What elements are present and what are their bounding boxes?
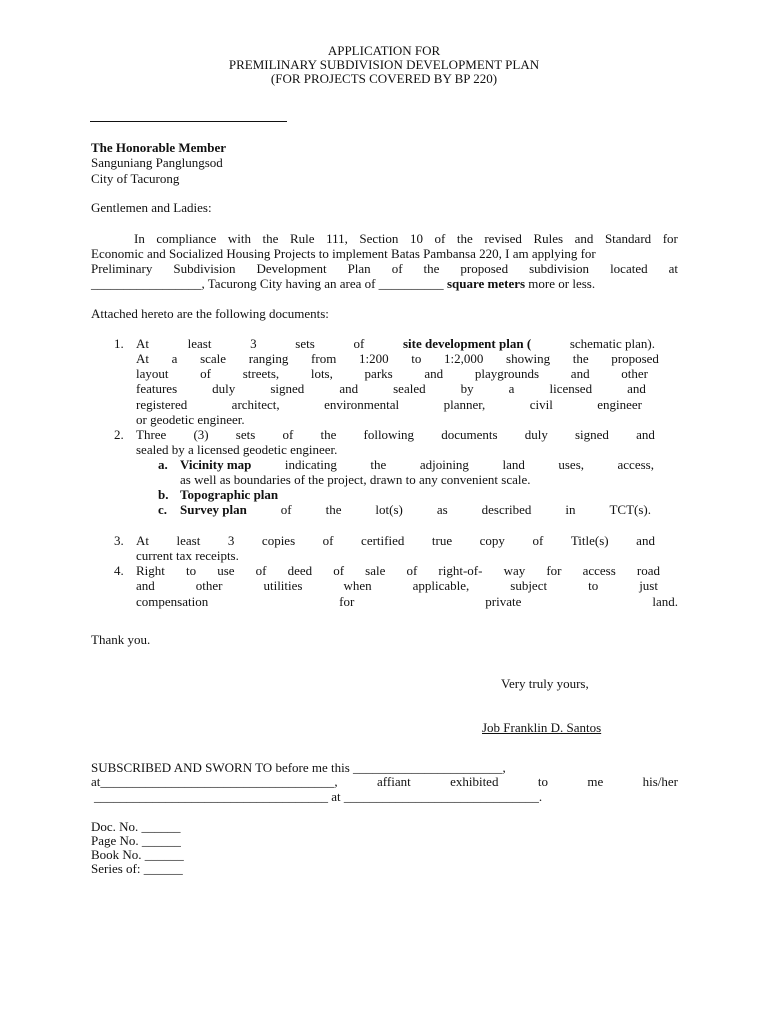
- sub-c-w5: described: [481, 502, 532, 517]
- word: of: [391, 261, 403, 276]
- word: ranging: [248, 351, 289, 366]
- word: land.: [652, 594, 678, 609]
- word: Plan: [347, 261, 371, 276]
- sub-c-bold: Survey plan: [180, 502, 247, 517]
- sub-a-w1: indicating: [284, 457, 337, 472]
- word: private: [485, 594, 522, 609]
- intro-line-4-a: _________________, Tacurong City having an area of __________: [91, 276, 447, 291]
- word: documents: [441, 427, 498, 442]
- sub-c-w3: lot(s): [375, 502, 403, 517]
- closing: Very truly yours,: [501, 676, 589, 691]
- item-1-line-1: [136, 336, 655, 351]
- word: Rule: [289, 231, 315, 246]
- word: and: [570, 366, 590, 381]
- word: and: [136, 578, 155, 593]
- word: utilities: [263, 578, 303, 593]
- item-4-line-2: [136, 578, 658, 593]
- word: and: [574, 231, 594, 246]
- word: sealed: [393, 381, 426, 396]
- word: to: [411, 351, 422, 366]
- word: Section: [359, 231, 399, 246]
- word: access: [582, 563, 616, 578]
- item-1-line-3: [136, 366, 648, 381]
- item-3-line-1: [136, 533, 655, 548]
- word: of: [200, 366, 212, 381]
- word: for: [546, 563, 562, 578]
- word: with: [227, 231, 251, 246]
- word: 10: [409, 231, 423, 246]
- word: signed: [270, 381, 305, 396]
- item-1-lead-end: schematic plan).: [569, 336, 655, 351]
- item-1-lead-e: of: [353, 336, 365, 351]
- sub-a-w4: land: [502, 457, 525, 472]
- date-line: [90, 121, 287, 122]
- word: least: [176, 533, 201, 548]
- intro-line-2: Economic and Socialized Housing Projects to implement Batas Pambansa 220, I am applying for: [91, 246, 596, 261]
- sub-c-letter: c.: [158, 502, 168, 517]
- word: for: [662, 231, 678, 246]
- word: to: [186, 563, 197, 578]
- item-1-line-4: [136, 381, 646, 396]
- word: 1:200: [358, 351, 389, 366]
- series-of: Series of: ______: [91, 861, 183, 876]
- page-number: Page No. ______: [91, 833, 181, 848]
- word: the: [262, 231, 279, 246]
- sub-c-w6: in: [565, 502, 576, 517]
- word: Standard: [604, 231, 652, 246]
- word: for: [339, 594, 355, 609]
- item-2-line-2: sealed by a licensed geodetic engineer.: [136, 442, 338, 457]
- intro-line-1: [134, 231, 678, 246]
- salutation: Gentlemen and Ladies:: [91, 200, 212, 215]
- header-line-1: APPLICATION FOR: [327, 43, 441, 58]
- word: civil: [529, 397, 553, 412]
- word: environmental: [324, 397, 400, 412]
- sub-b-bold: Topographic plan: [180, 487, 279, 502]
- word: and: [636, 427, 655, 442]
- word: of: [282, 427, 294, 442]
- word: registered: [136, 397, 188, 412]
- item-4-line-1: [136, 563, 660, 578]
- word: revised: [484, 231, 522, 246]
- word: showing: [506, 351, 551, 366]
- word: other: [621, 366, 648, 381]
- item-4-number: 4.: [114, 563, 124, 578]
- word: applicable,: [412, 578, 470, 593]
- word: features: [136, 381, 178, 396]
- word: Rules: [533, 231, 564, 246]
- item-1-lead-c: 3: [250, 336, 257, 351]
- word: streets,: [242, 366, 280, 381]
- word: deed: [287, 563, 313, 578]
- word: Subdivision: [173, 261, 236, 276]
- word: scale: [200, 351, 227, 366]
- word: a: [508, 381, 515, 396]
- word: engineer: [597, 397, 642, 412]
- word: and: [339, 381, 359, 396]
- word: Right: [136, 563, 165, 578]
- word: proposed: [460, 261, 509, 276]
- word: sets: [235, 427, 256, 442]
- word: subject: [510, 578, 548, 593]
- word: sale: [365, 563, 386, 578]
- sub-a-w2: the: [370, 457, 387, 472]
- sub-a-bold: Vicinity map: [180, 457, 252, 472]
- word: duly: [212, 381, 236, 396]
- word: Preliminary: [91, 261, 153, 276]
- word: and: [636, 533, 655, 548]
- word: At: [136, 351, 149, 366]
- word: signed: [574, 427, 609, 442]
- word: of: [434, 231, 446, 246]
- item-2-line-1: [136, 427, 655, 442]
- word: when: [343, 578, 372, 593]
- word: at: [668, 261, 678, 276]
- sub-a-w5: uses,: [558, 457, 584, 472]
- oath-line-1: SUBSCRIBED AND SWORN TO before me this _______________________,: [91, 760, 506, 775]
- word: of: [406, 563, 418, 578]
- word: In: [134, 231, 145, 246]
- word: At: [136, 533, 149, 548]
- intro-line-4-bold: square meters: [446, 276, 526, 291]
- item-1-lead-d: sets: [295, 336, 315, 351]
- word: right-of-: [438, 563, 483, 578]
- word: true: [431, 533, 453, 548]
- word: certified: [361, 533, 405, 548]
- word: lots,: [310, 366, 333, 381]
- word: following: [363, 427, 415, 442]
- word: located: [610, 261, 648, 276]
- word: (3): [193, 427, 209, 442]
- addressee-body: Sanguniang Panglungsod: [91, 155, 223, 170]
- word: exhibited: [450, 774, 499, 789]
- word: layout: [136, 366, 169, 381]
- addressee-city: City of Tacurong: [91, 171, 180, 186]
- item-3-line-2: current tax receipts.: [136, 548, 239, 563]
- word: affiant: [377, 774, 411, 789]
- word: the: [423, 261, 440, 276]
- word: Development: [256, 261, 327, 276]
- word: just: [639, 578, 658, 593]
- oath-line-3: ____________________________________ at ______________________________.: [94, 789, 543, 804]
- item-1-lead-a: At: [136, 336, 149, 351]
- word: compliance: [156, 231, 217, 246]
- sub-a-line-2: as well as boundaries of the project, drawn to any convenient scale.: [180, 472, 531, 487]
- word: the: [572, 351, 589, 366]
- word: parks: [364, 366, 393, 381]
- word: 1:2,000: [444, 351, 484, 366]
- word: from: [311, 351, 337, 366]
- word: architect,: [231, 397, 280, 412]
- word: 111,: [326, 231, 348, 246]
- sub-c-w7: TCT(s).: [609, 502, 651, 517]
- intro-line-4-b: more or less.: [525, 276, 596, 291]
- word: duly: [524, 427, 548, 442]
- thank-you: Thank you.: [91, 632, 151, 647]
- oath-line-2: [91, 774, 678, 789]
- word: playgrounds: [474, 366, 540, 381]
- attached-heading: Attached hereto are the following documents:: [91, 306, 329, 321]
- word: to: [588, 578, 599, 593]
- sub-a-line-1: [180, 457, 654, 472]
- sub-a-w3: adjoining: [419, 457, 469, 472]
- word: proposed: [611, 351, 659, 366]
- word: compensation: [136, 594, 209, 609]
- item-1-line-5: [136, 397, 642, 412]
- item-1-bold: site development plan (: [402, 336, 532, 351]
- doc-number: Doc. No. ______: [91, 819, 181, 834]
- book-number: Book No. ______: [91, 847, 184, 862]
- word: of: [255, 563, 267, 578]
- item-1-line-2: [136, 351, 659, 366]
- item-2-number: 2.: [114, 427, 124, 442]
- word: way: [503, 563, 526, 578]
- sub-b-letter: b.: [158, 487, 169, 502]
- word: licensed: [549, 381, 593, 396]
- sub-c-line: [180, 502, 651, 517]
- word: the: [320, 427, 337, 442]
- sub-a-w6: access,: [617, 457, 654, 472]
- word: use: [217, 563, 235, 578]
- item-3-number: 3.: [114, 533, 124, 548]
- item-1-line-6: or geodetic engineer.: [136, 412, 245, 427]
- item-4-line-3: [136, 594, 678, 609]
- word: 3: [227, 533, 235, 548]
- word: road: [636, 563, 660, 578]
- word: of: [322, 533, 334, 548]
- word: at____________________________________,: [91, 774, 338, 789]
- word: a: [171, 351, 178, 366]
- sub-c-w2: the: [325, 502, 342, 517]
- word: me: [587, 774, 604, 789]
- word: of: [333, 563, 345, 578]
- word: copy: [479, 533, 505, 548]
- header-line-3: (FOR PROJECTS COVERED BY BP 220): [270, 71, 498, 86]
- word: planner,: [443, 397, 486, 412]
- word: and: [424, 366, 444, 381]
- intro-line-4: [91, 276, 595, 291]
- word: Title(s): [570, 533, 609, 548]
- item-1-number: 1.: [114, 336, 124, 351]
- word: of: [532, 533, 544, 548]
- addressee-title: The Honorable Member: [91, 140, 227, 155]
- signatory-name: Job Franklin D. Santos: [482, 720, 602, 735]
- sub-c-w1: of: [280, 502, 292, 517]
- item-1-lead-b: least: [187, 336, 212, 351]
- word: copies: [261, 533, 296, 548]
- intro-line-3: [91, 261, 678, 276]
- sub-a-letter: a.: [158, 457, 168, 472]
- sub-c-w4: as: [436, 502, 448, 517]
- word: his/her: [642, 774, 678, 789]
- word: by: [460, 381, 474, 396]
- header-line-2: PREMILINARY SUBDIVISION DEVELOPMENT PLAN: [228, 57, 540, 72]
- word: other: [195, 578, 223, 593]
- word: Three: [136, 427, 167, 442]
- word: subdivision: [529, 261, 590, 276]
- word: and: [627, 381, 646, 396]
- word: the: [456, 231, 473, 246]
- word: to: [537, 774, 548, 789]
